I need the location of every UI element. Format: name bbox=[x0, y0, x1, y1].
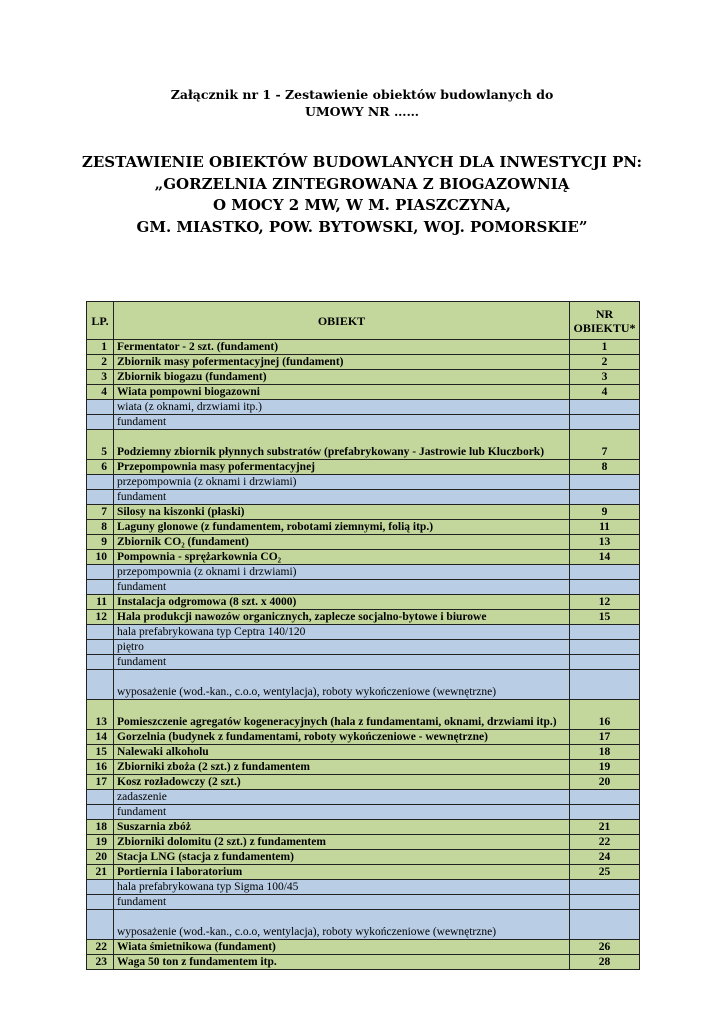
document-title bbox=[0, 152, 724, 238]
table-row bbox=[87, 415, 640, 430]
row-lp-cell: 12 bbox=[87, 610, 114, 625]
row-object-cell: Zbiornik CO₂ (fundament) bbox=[114, 535, 570, 550]
row-object-cell: Zbiorniki zboża (2 szt.) z fundamentem bbox=[114, 760, 570, 775]
table-row bbox=[87, 790, 640, 805]
row-nr-cell: 26 bbox=[570, 940, 640, 955]
table-row bbox=[87, 640, 640, 655]
row-lp-cell: 2 bbox=[87, 355, 114, 370]
row-object-cell: Stacja LNG (stacja z fundamentem) bbox=[114, 850, 570, 865]
row-nr-cell bbox=[570, 640, 640, 655]
row-object-cell: przepompownia (z oknami i drzwiami) bbox=[114, 565, 570, 580]
objects-table bbox=[86, 301, 640, 970]
col-header-nr: NR OBIEKTU* bbox=[570, 302, 640, 340]
table-row bbox=[87, 760, 640, 775]
table-row bbox=[87, 355, 640, 370]
row-nr-cell: 19 bbox=[570, 760, 640, 775]
row-lp-cell: 8 bbox=[87, 520, 114, 535]
row-object-cell: Wiata pompowni biogazowni bbox=[114, 385, 570, 400]
row-lp-cell bbox=[87, 580, 114, 595]
row-nr-cell: 1 bbox=[570, 340, 640, 355]
row-nr-cell: 14 bbox=[570, 550, 640, 565]
table-row bbox=[87, 340, 640, 355]
row-lp-cell: 22 bbox=[87, 940, 114, 955]
annex-header bbox=[0, 86, 724, 120]
row-nr-cell: 11 bbox=[570, 520, 640, 535]
row-object-cell: fundament bbox=[114, 655, 570, 670]
table-row bbox=[87, 850, 640, 865]
row-object-cell: Instalacja odgromowa (8 szt. x 4000) bbox=[114, 595, 570, 610]
row-lp-cell bbox=[87, 490, 114, 505]
col-header-obiekt: OBIEKT bbox=[114, 302, 570, 340]
table-row bbox=[87, 505, 640, 520]
row-nr-cell: 16 bbox=[570, 700, 640, 730]
row-lp-cell: 23 bbox=[87, 955, 114, 970]
row-object-cell: fundament bbox=[114, 805, 570, 820]
title-line3: O MOCY 2 MW, W M. PIASZCZYNA, bbox=[212, 196, 512, 214]
row-lp-cell bbox=[87, 790, 114, 805]
row-nr-cell: 13 bbox=[570, 535, 640, 550]
row-nr-cell bbox=[570, 475, 640, 490]
row-lp-cell: 4 bbox=[87, 385, 114, 400]
row-lp-cell: 13 bbox=[87, 700, 114, 730]
row-lp-cell bbox=[87, 880, 114, 895]
table-row bbox=[87, 895, 640, 910]
row-object-cell: fundament bbox=[114, 415, 570, 430]
row-lp-cell: 11 bbox=[87, 595, 114, 610]
row-lp-cell bbox=[87, 910, 114, 940]
row-object-cell: Kosz rozładowczy (2 szt.) bbox=[114, 775, 570, 790]
table-row bbox=[87, 520, 640, 535]
row-object-cell: fundament bbox=[114, 490, 570, 505]
title-line4: GM. MIASTKO, POW. BYTOWSKI, WOJ. POMORSKIE” bbox=[136, 217, 588, 236]
row-object-cell: Laguny glonowe (z fundamentem, robotami ziemnymi, folią itp.) bbox=[114, 520, 570, 535]
col-header-lp: LP. bbox=[87, 302, 114, 340]
row-lp-cell: 9 bbox=[87, 535, 114, 550]
table-row bbox=[87, 835, 640, 850]
table-row bbox=[87, 880, 640, 895]
table-row bbox=[87, 430, 640, 460]
row-nr-cell bbox=[570, 790, 640, 805]
table-row bbox=[87, 730, 640, 745]
table-row bbox=[87, 385, 640, 400]
annex-header-line1: Załącznik nr 1 - Zestawienie obiektów budowlanych do bbox=[170, 87, 554, 102]
row-lp-cell: 3 bbox=[87, 370, 114, 385]
row-nr-cell: 3 bbox=[570, 370, 640, 385]
row-object-cell: Hala produkcji nawozów organicznych, zaplecze socjalno-bytowe i biurowe bbox=[114, 610, 570, 625]
title-line2: „GORZELNIA ZINTEGROWANA Z BIOGAZOWNIĄ bbox=[154, 174, 570, 193]
row-nr-cell: 20 bbox=[570, 775, 640, 790]
row-lp-cell bbox=[87, 625, 114, 640]
row-object-cell: Wiata śmietnikowa (fundament) bbox=[114, 940, 570, 955]
row-lp-cell: 18 bbox=[87, 820, 114, 835]
table-row bbox=[87, 625, 640, 640]
row-lp-cell bbox=[87, 475, 114, 490]
row-object-cell: wyposażenie (wod.-kan., c.o.o, wentylacja), roboty wykończeniowe (wewnętrzne) bbox=[114, 670, 570, 700]
table-header-row bbox=[87, 302, 640, 340]
table-row bbox=[87, 670, 640, 700]
row-nr-cell bbox=[570, 910, 640, 940]
row-nr-cell bbox=[570, 565, 640, 580]
table-row bbox=[87, 805, 640, 820]
table-row bbox=[87, 550, 640, 565]
row-lp-cell: 21 bbox=[87, 865, 114, 880]
row-nr-cell bbox=[570, 895, 640, 910]
row-lp-cell bbox=[87, 565, 114, 580]
table-row bbox=[87, 955, 640, 970]
row-nr-cell: 12 bbox=[570, 595, 640, 610]
row-lp-cell bbox=[87, 670, 114, 700]
row-nr-cell: 7 bbox=[570, 430, 640, 460]
row-object-cell: Silosy na kiszonki (płaski) bbox=[114, 505, 570, 520]
row-object-cell: fundament bbox=[114, 895, 570, 910]
table-row bbox=[87, 460, 640, 475]
row-lp-cell: 19 bbox=[87, 835, 114, 850]
row-nr-cell bbox=[570, 805, 640, 820]
table-body bbox=[87, 340, 640, 970]
row-lp-cell bbox=[87, 415, 114, 430]
table-row bbox=[87, 595, 640, 610]
row-nr-cell bbox=[570, 670, 640, 700]
annex-header-line2: UMOWY NR …… bbox=[304, 104, 420, 119]
table-row bbox=[87, 940, 640, 955]
row-nr-cell: 21 bbox=[570, 820, 640, 835]
row-lp-cell bbox=[87, 895, 114, 910]
row-lp-cell bbox=[87, 805, 114, 820]
row-object-cell: wiata (z oknami, drzwiami itp.) bbox=[114, 400, 570, 415]
table-row bbox=[87, 610, 640, 625]
row-lp-cell: 20 bbox=[87, 850, 114, 865]
row-object-cell: wyposażenie (wod.-kan., c.o.o, wentylacja), roboty wykończeniowe (wewnętrzne) bbox=[114, 910, 570, 940]
row-lp-cell bbox=[87, 655, 114, 670]
row-nr-cell: 15 bbox=[570, 610, 640, 625]
row-object-cell: Przepompownia masy pofermentacyjnej bbox=[114, 460, 570, 475]
row-nr-cell: 4 bbox=[570, 385, 640, 400]
table-row bbox=[87, 775, 640, 790]
row-lp-cell: 14 bbox=[87, 730, 114, 745]
row-lp-cell bbox=[87, 400, 114, 415]
row-object-cell: Pomieszczenie agregatów kogeneracyjnych (hala z fundamentami, oknami, drzwiami itp.) bbox=[114, 700, 570, 730]
table-row bbox=[87, 655, 640, 670]
row-object-cell: fundament bbox=[114, 580, 570, 595]
table-row bbox=[87, 370, 640, 385]
table-row bbox=[87, 700, 640, 730]
row-object-cell: Gorzelnia (budynek z fundamentami, roboty wykończeniowe - wewnętrzne) bbox=[114, 730, 570, 745]
table-row bbox=[87, 745, 640, 760]
row-object-cell: Zbiorniki dolomitu (2 szt.) z fundamentem bbox=[114, 835, 570, 850]
row-nr-cell: 25 bbox=[570, 865, 640, 880]
row-nr-cell bbox=[570, 655, 640, 670]
row-lp-cell: 15 bbox=[87, 745, 114, 760]
table-row bbox=[87, 475, 640, 490]
row-object-cell: Nalewaki alkoholu bbox=[114, 745, 570, 760]
row-nr-cell bbox=[570, 580, 640, 595]
table-row bbox=[87, 565, 640, 580]
table-row bbox=[87, 490, 640, 505]
row-nr-cell: 8 bbox=[570, 460, 640, 475]
row-object-cell: Fermentator - 2 szt. (fundament) bbox=[114, 340, 570, 355]
row-object-cell: przepompownia (z oknami i drzwiami) bbox=[114, 475, 570, 490]
row-lp-cell: 1 bbox=[87, 340, 114, 355]
row-object-cell: piętro bbox=[114, 640, 570, 655]
row-nr-cell: 9 bbox=[570, 505, 640, 520]
table-row bbox=[87, 580, 640, 595]
row-object-cell: Zbiornik biogazu (fundament) bbox=[114, 370, 570, 385]
row-nr-cell bbox=[570, 625, 640, 640]
row-lp-cell: 16 bbox=[87, 760, 114, 775]
row-object-cell: Pompownia - sprężarkownia CO₂ bbox=[114, 550, 570, 565]
row-object-cell: Waga 50 ton z fundamentem itp. bbox=[114, 955, 570, 970]
row-object-cell: Suszarnia zbóż bbox=[114, 820, 570, 835]
row-lp-cell: 17 bbox=[87, 775, 114, 790]
row-nr-cell bbox=[570, 415, 640, 430]
row-nr-cell: 2 bbox=[570, 355, 640, 370]
row-nr-cell: 28 bbox=[570, 955, 640, 970]
row-nr-cell bbox=[570, 490, 640, 505]
row-lp-cell bbox=[87, 640, 114, 655]
row-nr-cell: 22 bbox=[570, 835, 640, 850]
row-nr-cell: 24 bbox=[570, 850, 640, 865]
row-lp-cell: 7 bbox=[87, 505, 114, 520]
row-nr-cell bbox=[570, 400, 640, 415]
row-object-cell: Zbiornik masy pofermentacyjnej (fundament) bbox=[114, 355, 570, 370]
table-row bbox=[87, 535, 640, 550]
row-object-cell: Portiernia i laboratorium bbox=[114, 865, 570, 880]
row-lp-cell: 5 bbox=[87, 430, 114, 460]
row-object-cell: Podziemny zbiornik płynnych substratów (prefabrykowany - Jastrowie lub Kluczbork) bbox=[114, 430, 570, 460]
row-nr-cell bbox=[570, 880, 640, 895]
table-row bbox=[87, 865, 640, 880]
table-row bbox=[87, 910, 640, 940]
row-object-cell: hala prefabrykowana typ Sigma 100/45 bbox=[114, 880, 570, 895]
row-lp-cell: 6 bbox=[87, 460, 114, 475]
table-row bbox=[87, 820, 640, 835]
row-nr-cell: 17 bbox=[570, 730, 640, 745]
row-nr-cell: 18 bbox=[570, 745, 640, 760]
title-line1: ZESTAWIENIE OBIEKTÓW BUDOWLANYCH DLA INWESTYCJI PN: bbox=[81, 153, 643, 171]
row-object-cell: zadaszenie bbox=[114, 790, 570, 805]
row-lp-cell: 10 bbox=[87, 550, 114, 565]
table-row bbox=[87, 400, 640, 415]
row-object-cell: hala prefabrykowana typ Ceptra 140/120 bbox=[114, 625, 570, 640]
